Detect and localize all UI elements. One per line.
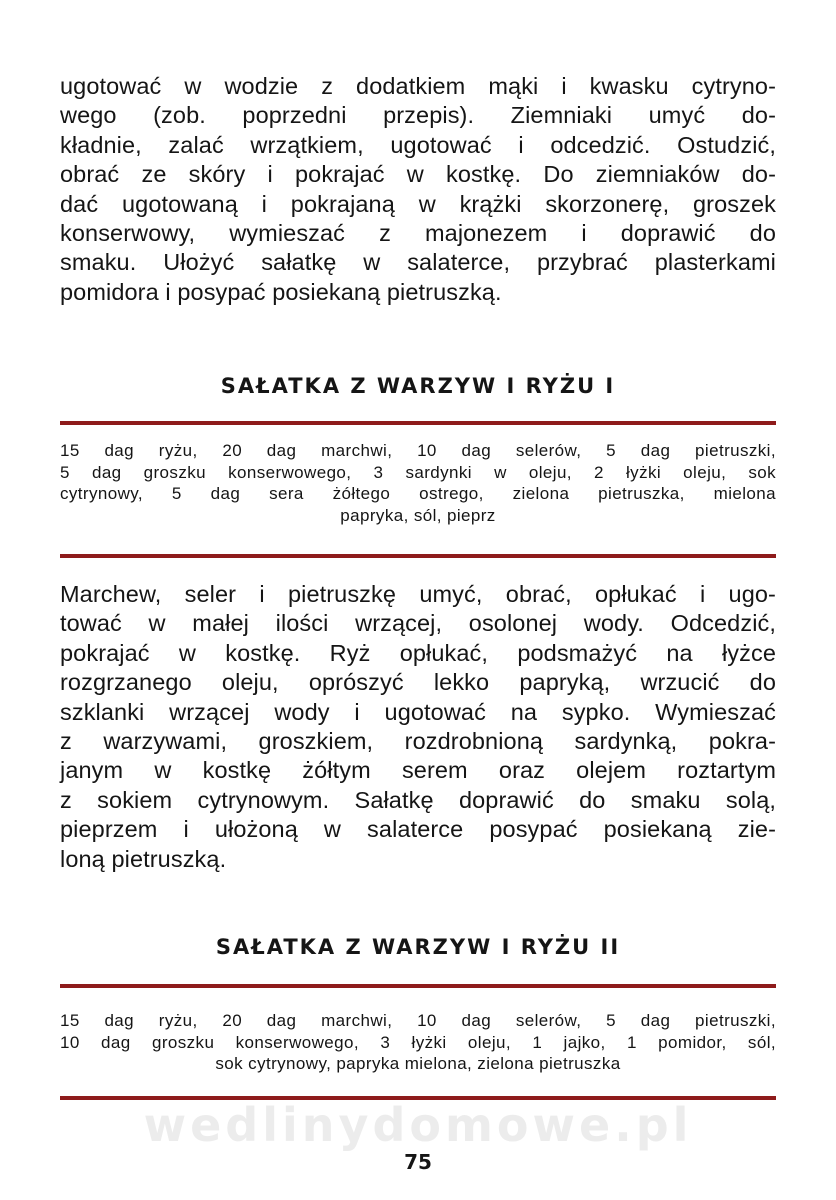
text-line: rozgrzanego oleju, oprószyć lekko papryką, wrzucić do <box>60 669 776 696</box>
page-number: 75 <box>404 1150 432 1174</box>
intro-paragraph <box>60 72 776 307</box>
text-line: pomidora i posypać posiekaną pietruszką. <box>60 278 502 305</box>
ingredients-line: 10 dag groszku konserwowego, 3 łyżki oleju, 1 jajko, 1 pomidor, sól, <box>60 1032 776 1052</box>
method-paragraph <box>60 580 776 874</box>
text-line: wego (zob. poprzedni przepis). Ziemniaki umyć do- <box>60 102 776 129</box>
text-line: Marchew, seler i pietruszkę umyć, obrać, opłukać i ugo- <box>60 581 776 607</box>
watermark: wedlinydomowe.pl <box>143 1098 693 1152</box>
text-line: smaku. Ułożyć sałatkę w salaterce, przybrać plasterkami <box>60 249 776 276</box>
text-line: loną pietruszką. <box>60 845 227 872</box>
recipe-title: SAŁATKA Z WARZYW I RYŻU II <box>215 935 621 959</box>
recipe-title: SAŁATKA Z WARZYW I RYŻU I <box>220 374 616 398</box>
ingredients-line: 15 dag ryżu, 20 dag marchwi, 10 dag selerów, 5 dag pietruszki, <box>60 441 776 460</box>
text-line: ugotować w wodzie z dodatkiem mąki i kwasku cytryno- <box>60 73 776 99</box>
text-line: pieprzem i ułożoną w salaterce posypać posiekaną zie- <box>60 816 776 843</box>
ingredients-list <box>60 440 776 526</box>
ingredients-line: 5 dag groszku konserwowego, 3 sardynki w oleju, 2 łyżki oleju, sok <box>60 462 776 482</box>
text-line: kładnie, zalać wrzątkiem, ugotować i odcedzić. Ostudzić, <box>60 131 776 158</box>
ingredients-line: cytrynowy, 5 dag sera żółtego ostrego, zielona pietruszka, mielona <box>60 484 776 504</box>
text-line: szklanki wrzącej wody i ugotować na sypko. Wymieszać <box>60 698 776 725</box>
text-line: pokrajać w kostkę. Ryż opłukać, podsmażyć na łyżce <box>60 639 776 666</box>
text-line: dać ugotowaną i pokrajaną w krążki skorzonerę, groszek <box>60 190 776 217</box>
divider <box>60 554 776 558</box>
ingredients-line: 15 dag ryżu, 20 dag marchwi, 10 dag selerów, 5 dag pietruszki, <box>60 1011 776 1030</box>
text-line: janym w kostkę żółtym serem oraz olejem roztartym <box>60 757 776 784</box>
ingredients-list <box>60 1010 776 1075</box>
ingredients-line: papryka, sól, pieprz <box>340 505 496 525</box>
text-line: konserwowy, wymieszać z majonezem i doprawić do <box>60 220 776 247</box>
divider <box>60 421 776 425</box>
text-line: z sokiem cytrynowym. Sałatkę doprawić do smaku solą, <box>60 786 776 813</box>
divider <box>60 984 776 988</box>
text-line: z warzywami, groszkiem, rozdrobnioną sardynką, pokra- <box>60 728 776 755</box>
text-line: obrać ze skóry i pokrajać w kostkę. Do ziemniaków do- <box>60 161 776 188</box>
text-line: tować w małej ilości wrzącej, osolonej wody. Odcedzić, <box>60 610 776 637</box>
ingredients-line: sok cytrynowy, papryka mielona, zielona pietruszka <box>215 1054 621 1074</box>
